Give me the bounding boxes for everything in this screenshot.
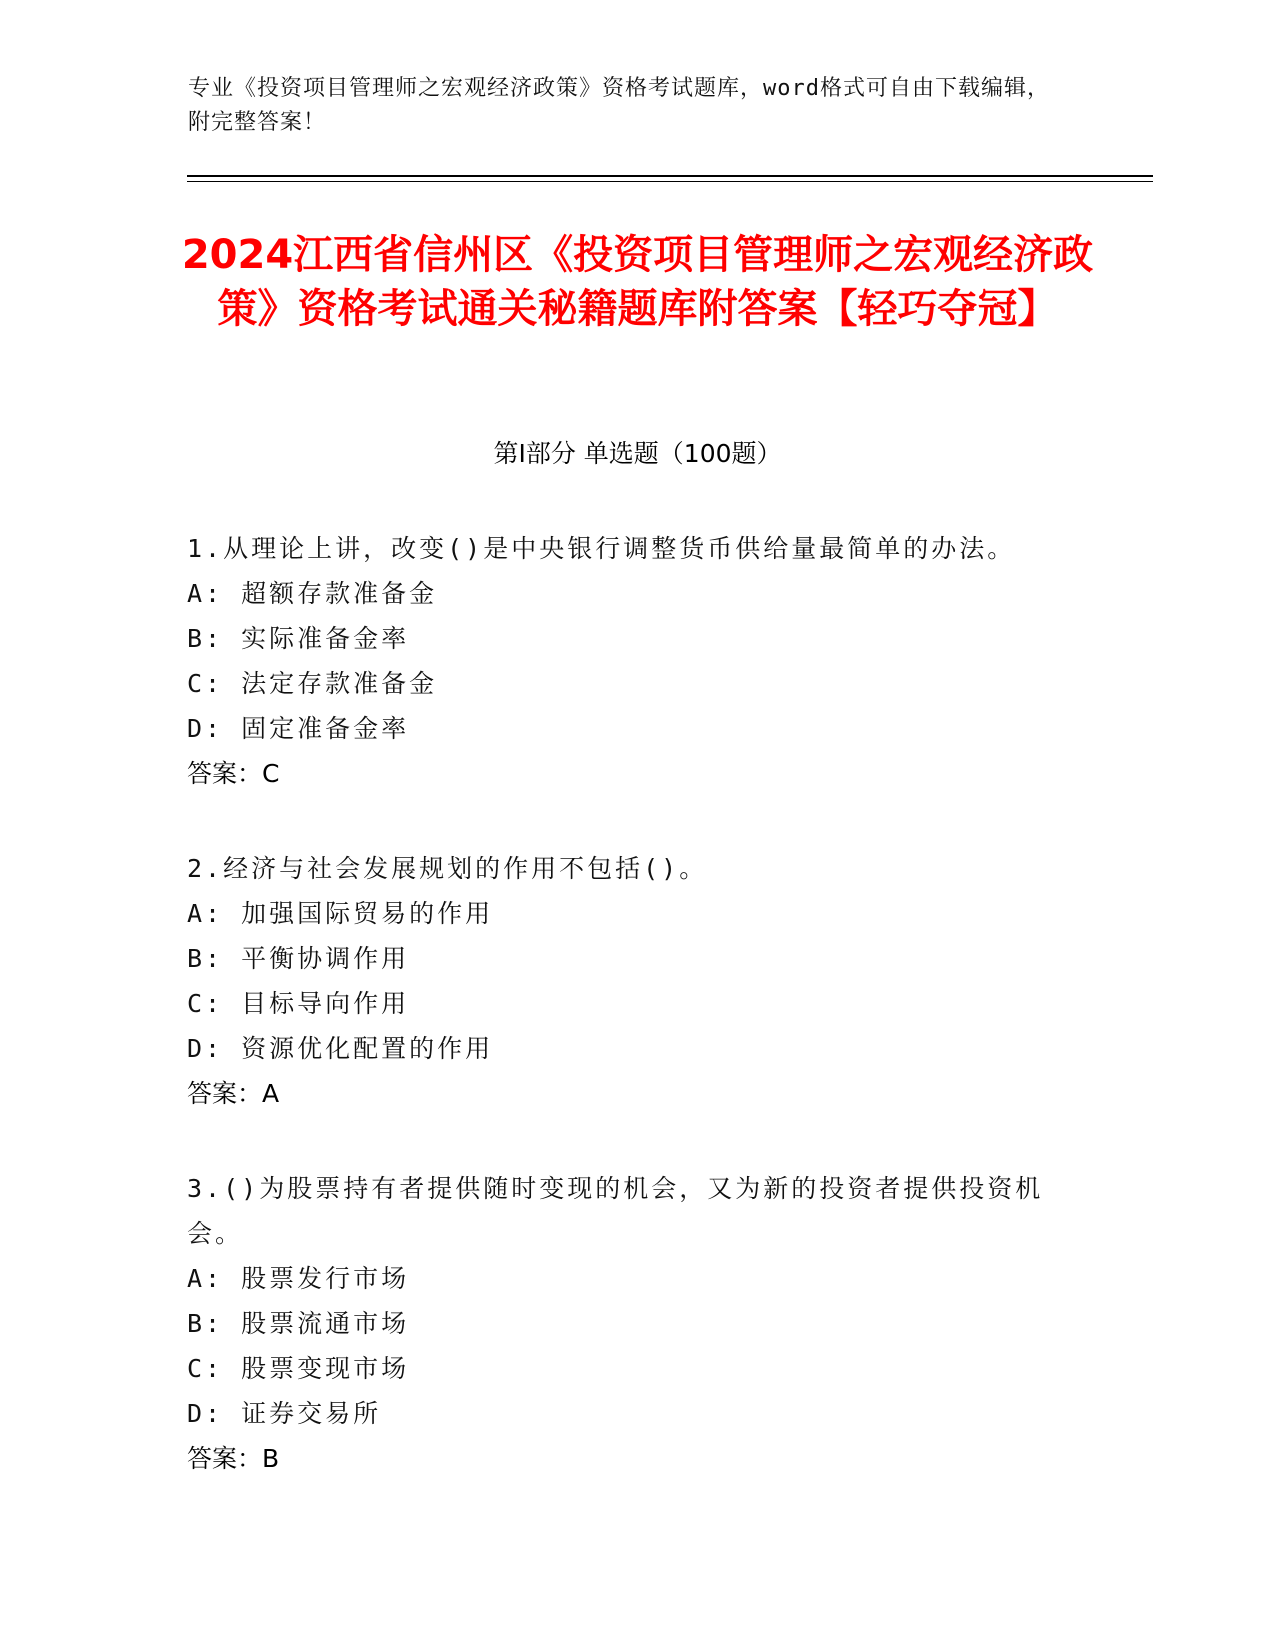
option-a: A: 超额存款准备金 (187, 579, 438, 608)
option-d: D: 固定准备金率 (187, 714, 410, 743)
question-stem: 3.()为股票持有者提供随时变现的机会，又为新的投资者提供投资机会。 (187, 1174, 1044, 1248)
option-b: B: 平衡协调作用 (187, 944, 410, 973)
section-title: 第I部分 单选题（100题） (493, 439, 782, 468)
option-b: B: 股票流通市场 (187, 1309, 410, 1338)
option-c: C: 股票变现市场 (187, 1354, 410, 1383)
option-b: B: 实际准备金率 (187, 624, 410, 653)
question-3 (187, 1166, 1087, 1481)
question-list (187, 526, 1087, 1531)
option-d: D: 资源优化配置的作用 (187, 1034, 494, 1063)
header-divider-thick (187, 175, 1153, 177)
question-stem: 1.从理论上讲，改变()是中央银行调整货币供给量最简单的办法。 (187, 534, 1016, 563)
option-d: D: 证券交易所 (187, 1399, 382, 1428)
answer: 答案：B (187, 1444, 280, 1473)
option-c: C: 目标导向作用 (187, 989, 410, 1018)
question-1 (187, 526, 1087, 796)
question-stem: 2.经济与社会发展规划的作用不包括()。 (187, 854, 708, 883)
document-title: 2024江西省信州区《投资项目管理师之宏观经济政策》资格考试通关秘籍题库附答案【轻巧夺冠】 (181, 232, 1094, 332)
option-c: C: 法定存款准备金 (187, 669, 438, 698)
header-divider-thin (187, 181, 1153, 182)
answer: 答案：A (187, 1079, 280, 1108)
header-note: 专业《投资项目管理师之宏观经济政策》资格考试题库，word格式可自由下载编辑，附完整答案！ (188, 76, 1050, 135)
option-a: A: 股票发行市场 (187, 1264, 410, 1293)
answer: 答案：C (187, 759, 280, 788)
option-a: A: 加强国际贸易的作用 (187, 899, 494, 928)
question-2 (187, 846, 1087, 1116)
